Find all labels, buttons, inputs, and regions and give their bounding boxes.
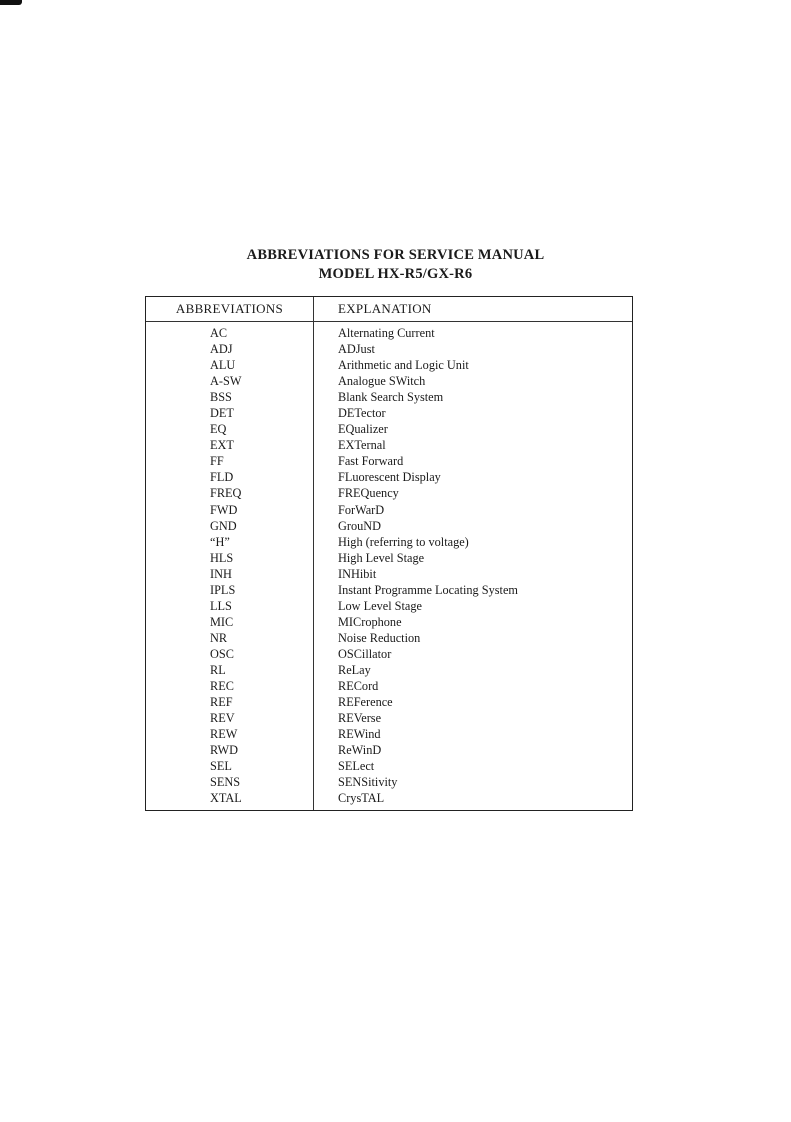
explanation-cell: SELect bbox=[338, 759, 375, 774]
table-row bbox=[146, 790, 632, 806]
explanation-cell: ForWarD bbox=[338, 502, 385, 517]
table-row bbox=[146, 582, 632, 598]
explanation-cell: FREQuency bbox=[338, 486, 399, 501]
table-row bbox=[146, 598, 632, 614]
table-row bbox=[146, 694, 632, 710]
explanation-cell: Instant Programme Locating System bbox=[338, 582, 518, 597]
abbreviation-cell: IPLS bbox=[210, 582, 236, 597]
abbreviation-cell: FF bbox=[210, 454, 224, 469]
explanation-cell: RECord bbox=[338, 679, 379, 694]
explanation-cell: REFerence bbox=[338, 695, 393, 710]
table-row bbox=[146, 566, 632, 582]
table-row bbox=[146, 518, 632, 534]
table-row bbox=[146, 341, 632, 357]
table-row bbox=[146, 662, 632, 678]
abbreviation-cell: REF bbox=[210, 695, 233, 710]
abbreviation-cell: AC bbox=[210, 326, 228, 340]
explanation-cell: Noise Reduction bbox=[338, 630, 421, 645]
table-row bbox=[146, 453, 632, 469]
abbreviation-cell: DET bbox=[210, 406, 234, 421]
table-row bbox=[146, 534, 632, 550]
abbreviation-cell: SENS bbox=[210, 775, 241, 790]
explanation-cell: FLuorescent Display bbox=[338, 470, 441, 485]
abbreviation-cell: OSC bbox=[210, 646, 234, 661]
table-row bbox=[146, 742, 632, 758]
table-row bbox=[146, 485, 632, 501]
table-row bbox=[146, 502, 632, 518]
table-row bbox=[146, 726, 632, 742]
abbreviations-table bbox=[145, 296, 633, 811]
abbreviation-cell: MIC bbox=[210, 614, 234, 629]
table-row bbox=[146, 469, 632, 485]
table-row bbox=[146, 678, 632, 694]
abbreviation-cell: ALU bbox=[210, 358, 236, 373]
table-row bbox=[146, 710, 632, 726]
explanation-cell: CrysTAL bbox=[338, 791, 385, 806]
abbreviation-cell: “H” bbox=[210, 534, 230, 549]
table-row bbox=[146, 774, 632, 790]
column-header-abbreviations: ABBREVIATIONS bbox=[175, 301, 284, 316]
abbreviation-cell: REW bbox=[210, 727, 238, 742]
document-title bbox=[0, 246, 791, 284]
abbreviation-cell: A-SW bbox=[210, 374, 242, 389]
abbreviation-cell: LLS bbox=[210, 598, 232, 613]
explanation-cell: INHibit bbox=[338, 566, 377, 581]
explanation-cell: ReLay bbox=[338, 662, 371, 677]
column-header-explanation: EXPLANATION bbox=[338, 301, 432, 316]
abbreviation-cell: NR bbox=[210, 630, 228, 645]
abbreviation-cell: EQ bbox=[210, 422, 227, 437]
explanation-cell: MICrophone bbox=[338, 614, 402, 629]
explanation-cell: ADJust bbox=[338, 342, 375, 357]
corner-scan-mark bbox=[0, 0, 22, 5]
abbreviation-cell: SEL bbox=[210, 759, 232, 774]
explanation-cell: GrouND bbox=[338, 518, 382, 533]
table-row bbox=[146, 405, 632, 421]
abbreviation-cell: FWD bbox=[210, 502, 238, 517]
explanation-cell: SENSitivity bbox=[338, 775, 398, 790]
explanation-cell: DETector bbox=[338, 406, 386, 421]
title-line-1: ABBREVIATIONS FOR SERVICE MANUAL bbox=[246, 247, 545, 263]
table-row bbox=[146, 630, 632, 646]
abbreviation-cell: BSS bbox=[210, 390, 232, 405]
explanation-cell: ReWinD bbox=[338, 743, 382, 758]
abbreviation-cell: ADJ bbox=[210, 342, 233, 357]
table-row bbox=[146, 437, 632, 453]
explanation-cell: OSCillator bbox=[338, 646, 392, 661]
abbreviation-cell: GND bbox=[210, 518, 237, 533]
abbreviation-cell: EXT bbox=[210, 438, 234, 453]
table-row bbox=[146, 421, 632, 437]
explanation-cell: Fast Forward bbox=[338, 454, 404, 469]
header-rule bbox=[146, 321, 632, 322]
table-row bbox=[146, 357, 632, 373]
table-row bbox=[146, 758, 632, 774]
abbreviation-cell: HLS bbox=[210, 550, 234, 565]
table-row bbox=[146, 646, 632, 662]
explanation-cell: EQualizer bbox=[338, 422, 388, 437]
explanation-cell: EXTernal bbox=[338, 438, 386, 453]
abbreviation-cell: RWD bbox=[210, 743, 239, 758]
title-line-2: MODEL HX-R5/GX-R6 bbox=[318, 266, 473, 282]
abbreviation-cell: REC bbox=[210, 679, 234, 694]
table-row bbox=[146, 389, 632, 405]
table-body bbox=[146, 325, 632, 806]
explanation-cell: Arithmetic and Logic Unit bbox=[338, 358, 469, 373]
table-row bbox=[146, 325, 632, 341]
abbreviation-cell: REV bbox=[210, 711, 235, 726]
abbreviation-cell: XTAL bbox=[210, 791, 242, 806]
explanation-cell: Analogue SWitch bbox=[338, 374, 426, 389]
explanation-cell: High (referring to voltage) bbox=[338, 534, 469, 549]
abbreviation-cell: FLD bbox=[210, 470, 234, 485]
abbreviation-cell: RL bbox=[210, 662, 226, 677]
abbreviation-cell: INH bbox=[210, 566, 232, 581]
table-row bbox=[146, 373, 632, 389]
explanation-cell: Blank Search System bbox=[338, 390, 444, 405]
table-row bbox=[146, 614, 632, 630]
explanation-cell: High Level Stage bbox=[338, 550, 425, 565]
explanation-cell: Low Level Stage bbox=[338, 598, 423, 613]
abbreviation-cell: FREQ bbox=[210, 486, 242, 501]
explanation-cell: Alternating Current bbox=[338, 326, 435, 340]
table-row bbox=[146, 550, 632, 566]
explanation-cell: REWind bbox=[338, 727, 381, 742]
explanation-cell: REVerse bbox=[338, 711, 382, 726]
